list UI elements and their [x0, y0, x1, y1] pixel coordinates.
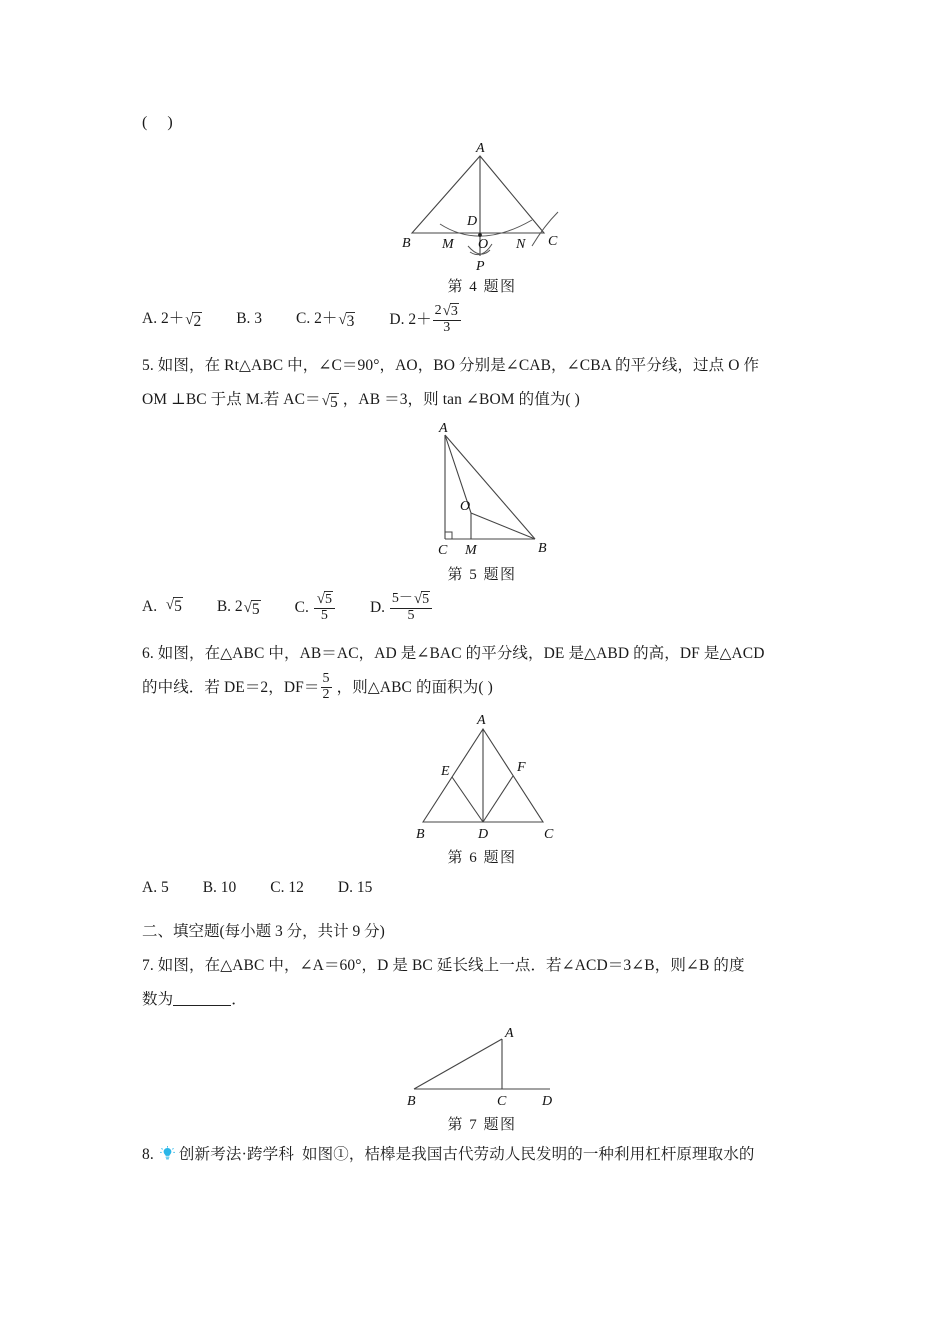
option-4-B-value: 3: [254, 310, 263, 327]
question-6-stem-pre: 的中线．若 DE＝2，DF＝: [142, 678, 320, 696]
question-4-options: [142, 304, 822, 337]
option-5-A[interactable]: [142, 592, 183, 622]
option-4-D[interactable]: [389, 304, 461, 337]
question-6-figure-caption: 第 6 题图: [447, 849, 517, 866]
figure-7-label-C: C: [497, 1093, 507, 1109]
question-5-stem-mid: ，AB ＝3，则 tan ∠BOM 的值为( ): [338, 390, 580, 408]
option-4-D-letter: D.: [389, 311, 405, 329]
option-6-A[interactable]: [142, 873, 169, 903]
option-5-B-value: 2 √ 5: [234, 597, 260, 618]
option-6-D-value: 15: [356, 878, 373, 896]
option-4-B[interactable]: [236, 304, 262, 334]
figure-6-label-E: E: [441, 763, 450, 779]
question-5-stem-pre: OM ⊥BC 于点 M.若 AC＝: [142, 390, 321, 408]
question-7-stem-pre: 数为: [142, 990, 174, 1008]
option-4-B-letter: B.: [236, 310, 251, 327]
option-6-C-value: 12: [288, 878, 304, 896]
question-8-number: 8.: [142, 1145, 154, 1163]
worksheet-content: [142, 112, 822, 1172]
figure-4-label-A: A: [476, 141, 485, 156]
figure-5-label-B: B: [538, 540, 547, 556]
section-2-heading: 二、填空题(每小题 3 分，共计 9 分): [142, 922, 385, 940]
question-6-options: [142, 873, 822, 903]
question-7-stem-post: ．: [231, 990, 247, 1008]
figure-5-label-M: M: [465, 542, 477, 558]
figure-6-label-F: F: [517, 759, 526, 775]
figure-4-label-C: C: [548, 234, 558, 249]
question-5-options: [142, 592, 822, 625]
figure-4-label-N: N: [516, 237, 526, 252]
option-6-D[interactable]: [338, 873, 372, 903]
question-5-figure-wrap: [142, 421, 822, 584]
option-5-B-letter: B.: [216, 597, 232, 615]
option-6-D-letter: D.: [337, 878, 353, 896]
option-6-C-letter: C.: [270, 878, 285, 896]
question-5-figure: [397, 421, 567, 561]
figure-6-label-B: B: [416, 826, 425, 842]
option-4-A-letter: A.: [142, 310, 158, 327]
question-5-figure-caption: 第 5 题图: [447, 566, 517, 583]
option-5-C-letter: C.: [294, 599, 309, 617]
question-6-figure: [397, 709, 567, 844]
question-7-figure-caption: 第 7 题图: [447, 1116, 517, 1133]
option-4-C[interactable]: [296, 304, 355, 334]
question-4-figure-wrap: [142, 138, 822, 296]
figure-4-label-D: D: [467, 214, 478, 229]
option-6-B-letter: B.: [202, 878, 217, 896]
option-4-A[interactable]: [142, 304, 202, 334]
option-5-C[interactable]: [295, 592, 336, 625]
option-4-C-value: 2＋ √ 3: [314, 310, 355, 330]
question-6-figure-wrap: [142, 709, 822, 867]
option-5-D[interactable]: [370, 592, 433, 625]
option-6-C[interactable]: [270, 873, 304, 903]
figure-6-label-A: A: [477, 712, 486, 728]
question-5-stem-line-1: 5. 如图，在 Rt△ABC 中，∠C＝90°，AO，BO 分别是∠CAB，∠CBA 的平分线，过点 O 作: [142, 356, 760, 374]
option-5-B[interactable]: [217, 592, 261, 622]
option-4-C-letter: C.: [296, 310, 311, 327]
option-6-A-letter: A.: [142, 878, 158, 896]
question-4-figure: [392, 138, 572, 273]
question-4-figure-caption: 第 4 题图: [447, 279, 517, 295]
question-6-stem-post: ，则△ABC 的面积为( ): [332, 678, 493, 696]
question-7-figure: [392, 1021, 572, 1111]
figure-7-label-A: A: [505, 1025, 514, 1041]
question-7-figure-wrap: [142, 1021, 822, 1134]
option-6-A-value: 5: [160, 878, 169, 896]
figure-4-label-O: O: [478, 237, 489, 252]
lightbulb-icon: [160, 1146, 175, 1162]
figure-4-label-B: B: [402, 236, 411, 251]
question-8-text: 如图①，桔槔是我国古代劳动人民发明的一种利用杠杆原理取水的: [302, 1145, 755, 1163]
option-4-A-value: 2＋ √ 2: [160, 310, 202, 330]
question-8-stem-line-1: [142, 1138, 822, 1172]
question-6-frac: $\frac{5}{2}$: [322, 670, 330, 702]
figure-7-label-D: D: [542, 1093, 553, 1109]
figure-5-label-A: A: [439, 420, 448, 436]
option-4-D-value: 2＋ 2 √ 3 3: [408, 304, 462, 337]
question-5-stem-line-2: [142, 383, 822, 417]
figure-5-label-O: O: [460, 498, 471, 514]
figure-4-label-P: P: [476, 259, 485, 273]
question-7-stem-line-1: 7. 如图，在△ABC 中，∠A＝60°，D 是 BC 延长线上一点．若∠ACD＝3∠B，则∠B 的度: [142, 956, 745, 974]
question-7-stem-line-2: [142, 983, 822, 1017]
question-8-tag-label: 创新考法·跨学科: [178, 1145, 295, 1163]
question-6-stem-line-2: [142, 671, 822, 705]
option-5-D-letter: D.: [369, 599, 386, 617]
figure-5-label-C: C: [438, 542, 448, 558]
option-5-A-letter: A.: [142, 597, 158, 615]
question-4-answer-paren: ( ): [142, 114, 181, 131]
option-5-C-value: √ 5 5: [314, 591, 335, 624]
figure-7-label-B: B: [407, 1093, 416, 1109]
figure-4-label-M: M: [442, 237, 454, 252]
question-7-answer-blank[interactable]: [173, 990, 231, 1006]
question-5-sqrt5: √ 5: [321, 392, 338, 411]
figure-6-label-C: C: [544, 826, 554, 842]
question-6-stem-line-1: 6. 如图，在△ABC 中，AB＝AC，AD 是∠BAC 的平分线，DE 是△ABD 的高，DF 是△ACD: [142, 644, 765, 662]
option-5-D-value: 5－ √ 5 5: [390, 591, 432, 624]
option-5-A-value: √ 5: [165, 597, 182, 616]
figure-6-label-D: D: [478, 826, 489, 842]
option-6-B[interactable]: [203, 873, 237, 903]
option-6-B-value: 10: [220, 878, 237, 896]
